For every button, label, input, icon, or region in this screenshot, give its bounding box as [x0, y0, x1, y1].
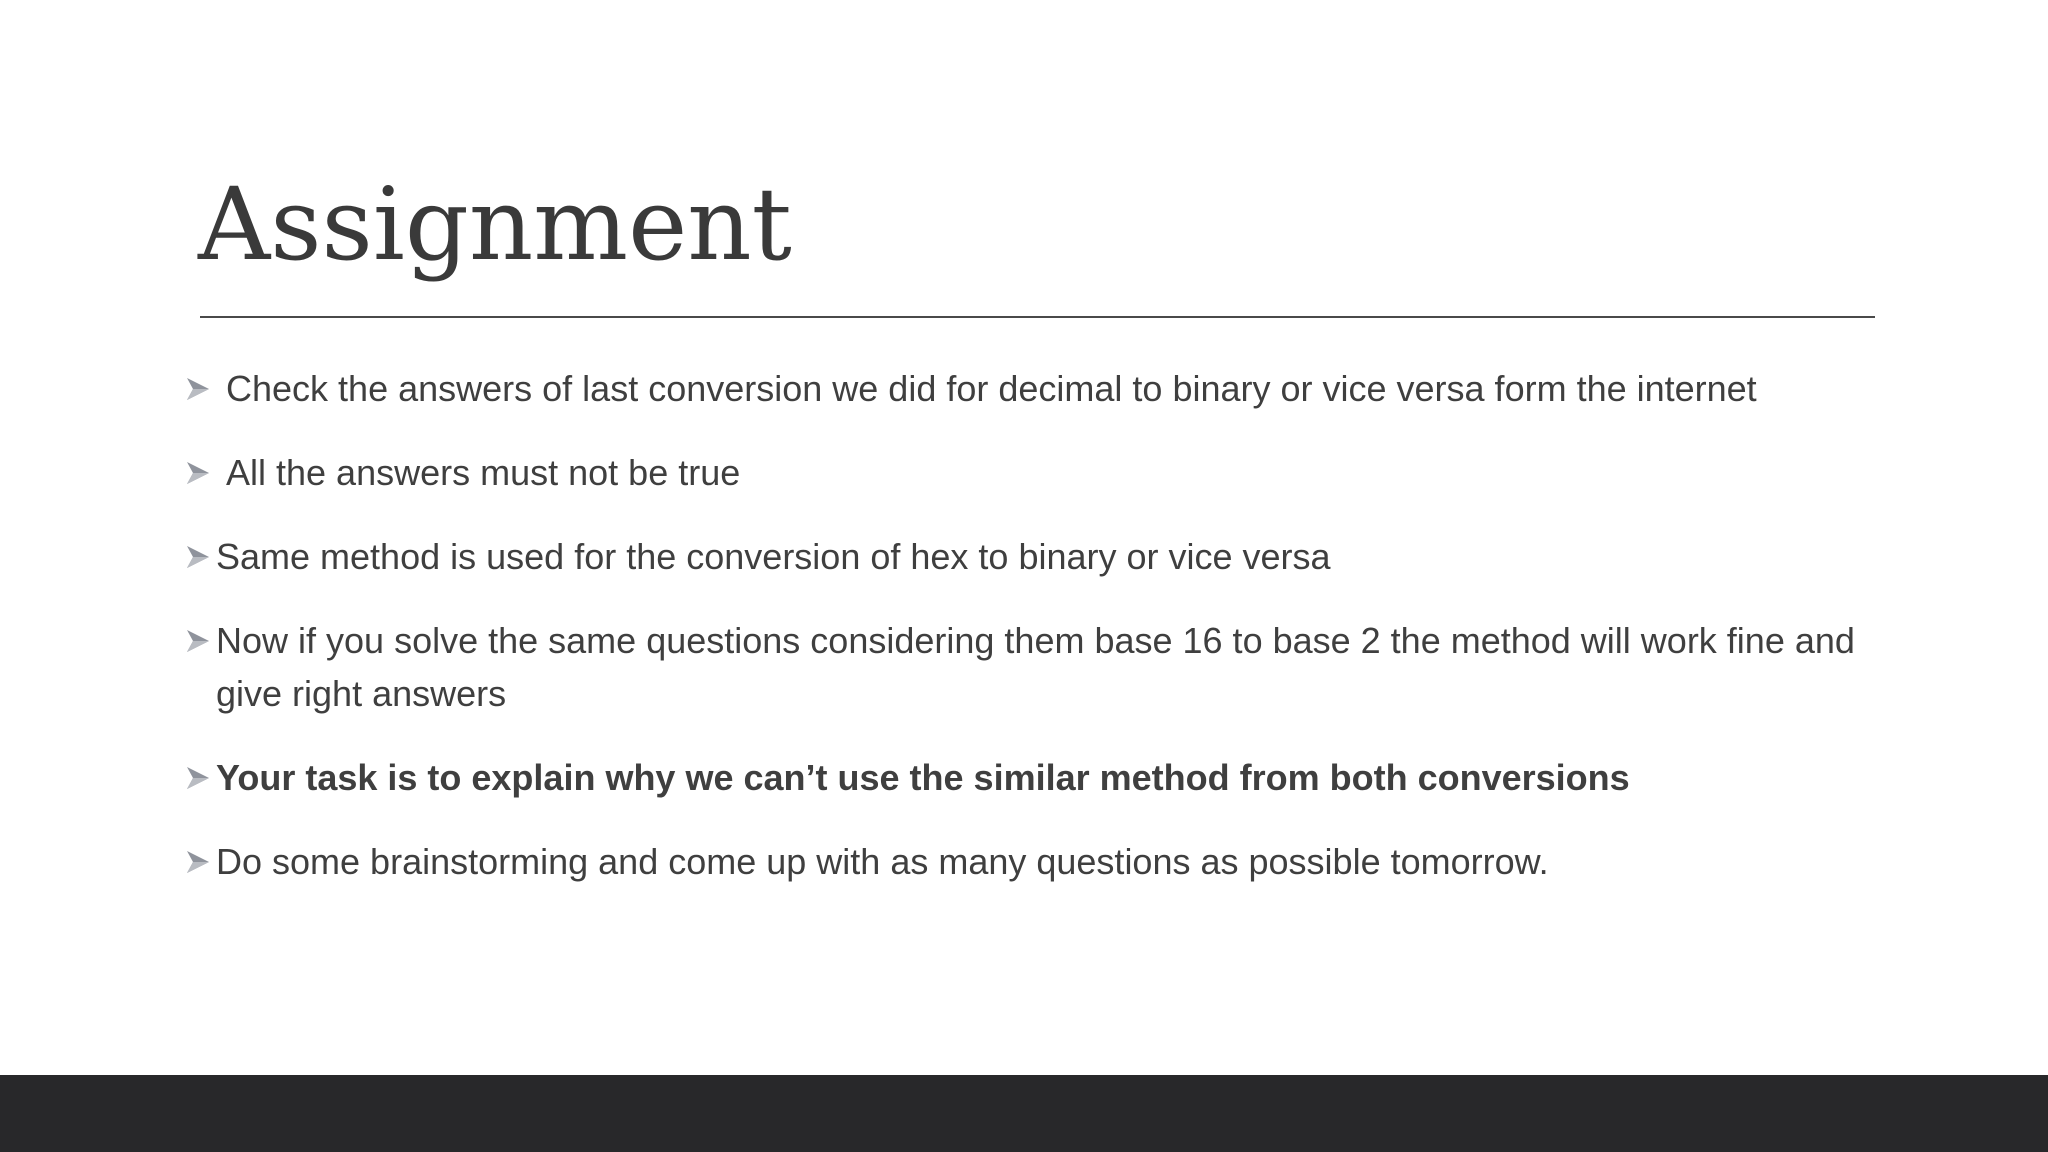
bullet-text: All the answers must not be true	[226, 452, 741, 493]
bullet-text: Your task is to explain why we can’t use the similar method from both conversions	[216, 757, 1630, 798]
arrow-bullet-icon	[186, 835, 216, 888]
bullet-item	[186, 835, 1886, 888]
bullet-text: Check the answers of last conversion we did for decimal to binary or vice versa form the internet	[226, 368, 1757, 409]
arrow-bullet-icon	[186, 446, 216, 499]
bullet-text: Now if you solve the same questions considering them base 16 to base 2 the method will work fine and give right answers	[216, 620, 1855, 714]
bullet-item	[186, 446, 1886, 499]
bullet-item	[186, 614, 1886, 720]
arrow-bullet-icon	[186, 614, 216, 667]
bullet-item	[186, 530, 1886, 583]
arrow-bullet-icon	[186, 530, 216, 583]
title-divider	[200, 316, 1875, 318]
bullet-item	[186, 362, 1886, 415]
bullet-text: Same method is used for the conversion of hex to binary or vice versa	[216, 536, 1331, 577]
arrow-bullet-icon	[186, 362, 216, 415]
bullet-list	[186, 362, 1886, 919]
bullet-text: Do some brainstorming and come up with as many questions as possible tomorrow.	[216, 841, 1549, 882]
slide-title: Assignment	[198, 166, 792, 283]
footer-bar	[0, 1075, 2048, 1152]
arrow-bullet-icon	[186, 751, 216, 804]
bullet-item	[186, 751, 1886, 804]
